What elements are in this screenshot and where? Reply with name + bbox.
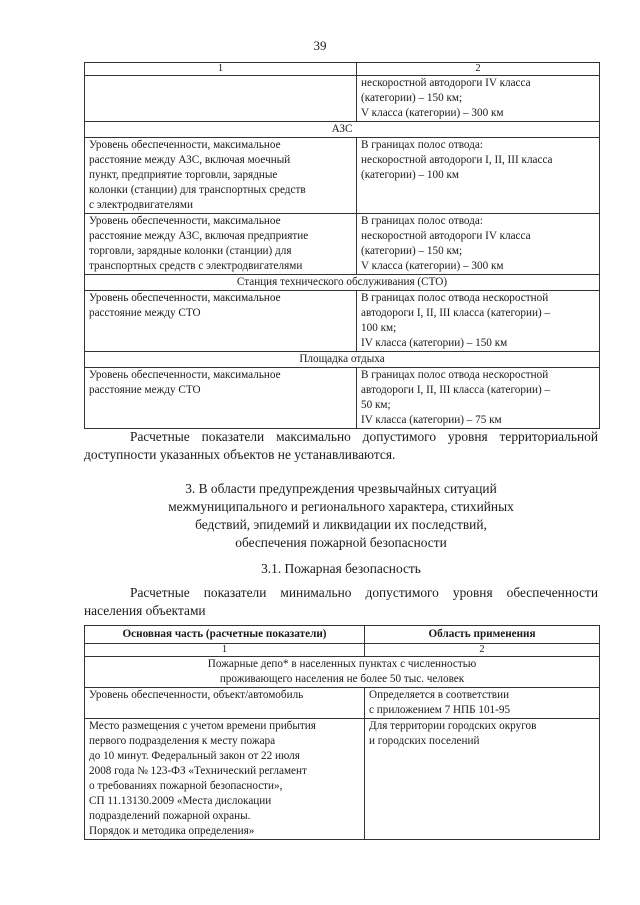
cell-line: 2008 года № 123-ФЗ «Технический регламент [89, 765, 307, 777]
cell-line: с приложением 7 НПБ 101-95 [369, 704, 511, 716]
cell-line: нескоростной автодороги IV класса [361, 77, 531, 89]
column-number-1: 1 [85, 63, 357, 76]
section-title-rest: Площадка отдыха [85, 352, 600, 368]
cell-line: пункт, предприятие торговли, зарядные [89, 169, 278, 181]
section-row-azs [85, 122, 600, 138]
cell-line: нескоростной автодороги I, II, III класса [361, 154, 553, 166]
cell-line: (категории) – 150 км; [361, 245, 463, 257]
table-row [85, 214, 600, 275]
cell-line: 100 км; [361, 322, 397, 334]
table-cell-right [365, 688, 600, 719]
cell-line: Для территории городских округов [369, 720, 537, 732]
section-row-rest [85, 352, 600, 368]
column-number-2: 2 [357, 63, 600, 76]
cell-line: В границах полос отвода нескоростной [361, 369, 549, 381]
cell-line: нескоростной автодороги IV класса [361, 230, 531, 242]
cell-line: автодороги I, II, III класса (категории) – [361, 384, 551, 396]
cell-line: и городских поселений [369, 735, 480, 747]
cell-line: Порядок и методика определения» [89, 825, 255, 837]
section-line: проживающего населения не более 50 тыс. человек [219, 673, 465, 685]
cell-line: Уровень обеспеченности, максимальное [89, 215, 281, 227]
infrastructure-table [84, 62, 600, 429]
cell-line: Определяется в соответствии [369, 689, 510, 701]
section-heading-3 [84, 480, 598, 552]
header-main-part: Основная часть (расчетные показатели) [85, 626, 365, 644]
cell-line: расстояние между АЗС, включая моечный [89, 154, 291, 166]
table-cell-right [357, 76, 600, 122]
cell-line: В границах полос отвода: [361, 139, 483, 151]
cell-line: Уровень обеспеченности, максимальное [89, 292, 281, 304]
table-cell-right [357, 368, 600, 429]
section-row-sto [85, 275, 600, 291]
fire-safety-table [84, 625, 600, 840]
cell-line: V класса (категории) – 300 км [361, 107, 504, 119]
cell-line: транспортных средств с электродвигателями [89, 260, 303, 272]
column-numbers-row [85, 63, 600, 76]
heading-line: 3. В области предупреждения чрезвычайных ситуаций [185, 481, 497, 496]
column-number-1: 1 [85, 644, 365, 657]
table-cell-left [85, 368, 357, 429]
table-row [85, 138, 600, 214]
table-cell-right [365, 719, 600, 840]
cell-line: В границах полос отвода: [361, 215, 483, 227]
table-row [85, 368, 600, 429]
cell-line: расстояние между АЗС, включая предприятие [89, 230, 309, 242]
cell-line: (категории) – 150 км; [361, 92, 463, 104]
cell-line: Уровень обеспеченности, объект/автомобиль [89, 689, 304, 701]
table-cell-left [85, 76, 357, 122]
header-application-area: Область применения [365, 626, 600, 644]
cell-line: IV класса (категории) – 150 км [361, 337, 508, 349]
column-numbers-row [85, 644, 600, 657]
paragraph-provision: Расчетные показатели минимально допустимого уровня обеспеченности населения объектами [84, 585, 598, 618]
cell-line: первого подразделения к месту пожара [89, 735, 276, 747]
section-title-fire-depot [85, 657, 600, 688]
table-row [85, 291, 600, 352]
heading-line: бедствий, эпидемий и ликвидации их последствий, [195, 517, 487, 532]
section-line: Пожарные депо* в населенных пунктах с численностью [207, 658, 477, 670]
heading-line: межмуниципального и регионального характера, стихийных [168, 499, 514, 514]
cell-line: автодороги I, II, III класса (категории) – [361, 307, 551, 319]
section-title-azs: АЗС [85, 122, 600, 138]
column-number-2: 2 [365, 644, 600, 657]
cell-line: расстояние между СТО [89, 384, 201, 396]
header-row [85, 626, 600, 644]
page-number: 39 [313, 38, 327, 53]
heading-line: обеспечения пожарной безопасности [235, 535, 447, 550]
table-row [85, 719, 600, 840]
section-title-sto: Станция технического обслуживания (СТО) [85, 275, 600, 291]
table-cell-left [85, 214, 357, 275]
table-cell-right [357, 138, 600, 214]
table-row [85, 76, 600, 122]
cell-line: Место размещения с учетом времени прибытия [89, 720, 316, 732]
cell-line: о требованиях пожарной безопасности», [89, 780, 283, 792]
table-cell-right [357, 214, 600, 275]
cell-line: 50 км; [361, 399, 391, 411]
table-cell-left [85, 291, 357, 352]
paragraph-accessibility: Расчетные показатели максимально допустимого уровня территориальной доступности указанных объектов не устанавливаются. [84, 429, 598, 462]
table-cell-right [357, 291, 600, 352]
cell-line: торговли, зарядные колонки (станции) для [89, 245, 292, 257]
table-cell-left [85, 138, 357, 214]
cell-line: Уровень обеспеченности, максимальное [89, 139, 281, 151]
subsection-heading-3-1: 3.1. Пожарная безопасность [261, 561, 421, 576]
table-cell-left [85, 688, 365, 719]
cell-line: колонки (станции) для транспортных средств [89, 184, 306, 196]
cell-line: подразделений пожарной охраны. [89, 810, 251, 822]
cell-line: СП 11.13130.2009 «Места дислокации [89, 795, 272, 807]
table-row [85, 688, 600, 719]
cell-line: расстояние между СТО [89, 307, 201, 319]
cell-line: V класса (категории) – 300 км [361, 260, 504, 272]
cell-line: до 10 минут. Федеральный закон от 22 июля [89, 750, 300, 762]
cell-line: В границах полос отвода нескоростной [361, 292, 549, 304]
table-cell-left [85, 719, 365, 840]
cell-line: (категории) – 100 км [361, 169, 459, 181]
cell-line: с электродвигателями [89, 199, 193, 211]
cell-line: IV класса (категории) – 75 км [361, 414, 502, 426]
section-row-fire-depot [85, 657, 600, 688]
cell-line: Уровень обеспеченности, максимальное [89, 369, 281, 381]
